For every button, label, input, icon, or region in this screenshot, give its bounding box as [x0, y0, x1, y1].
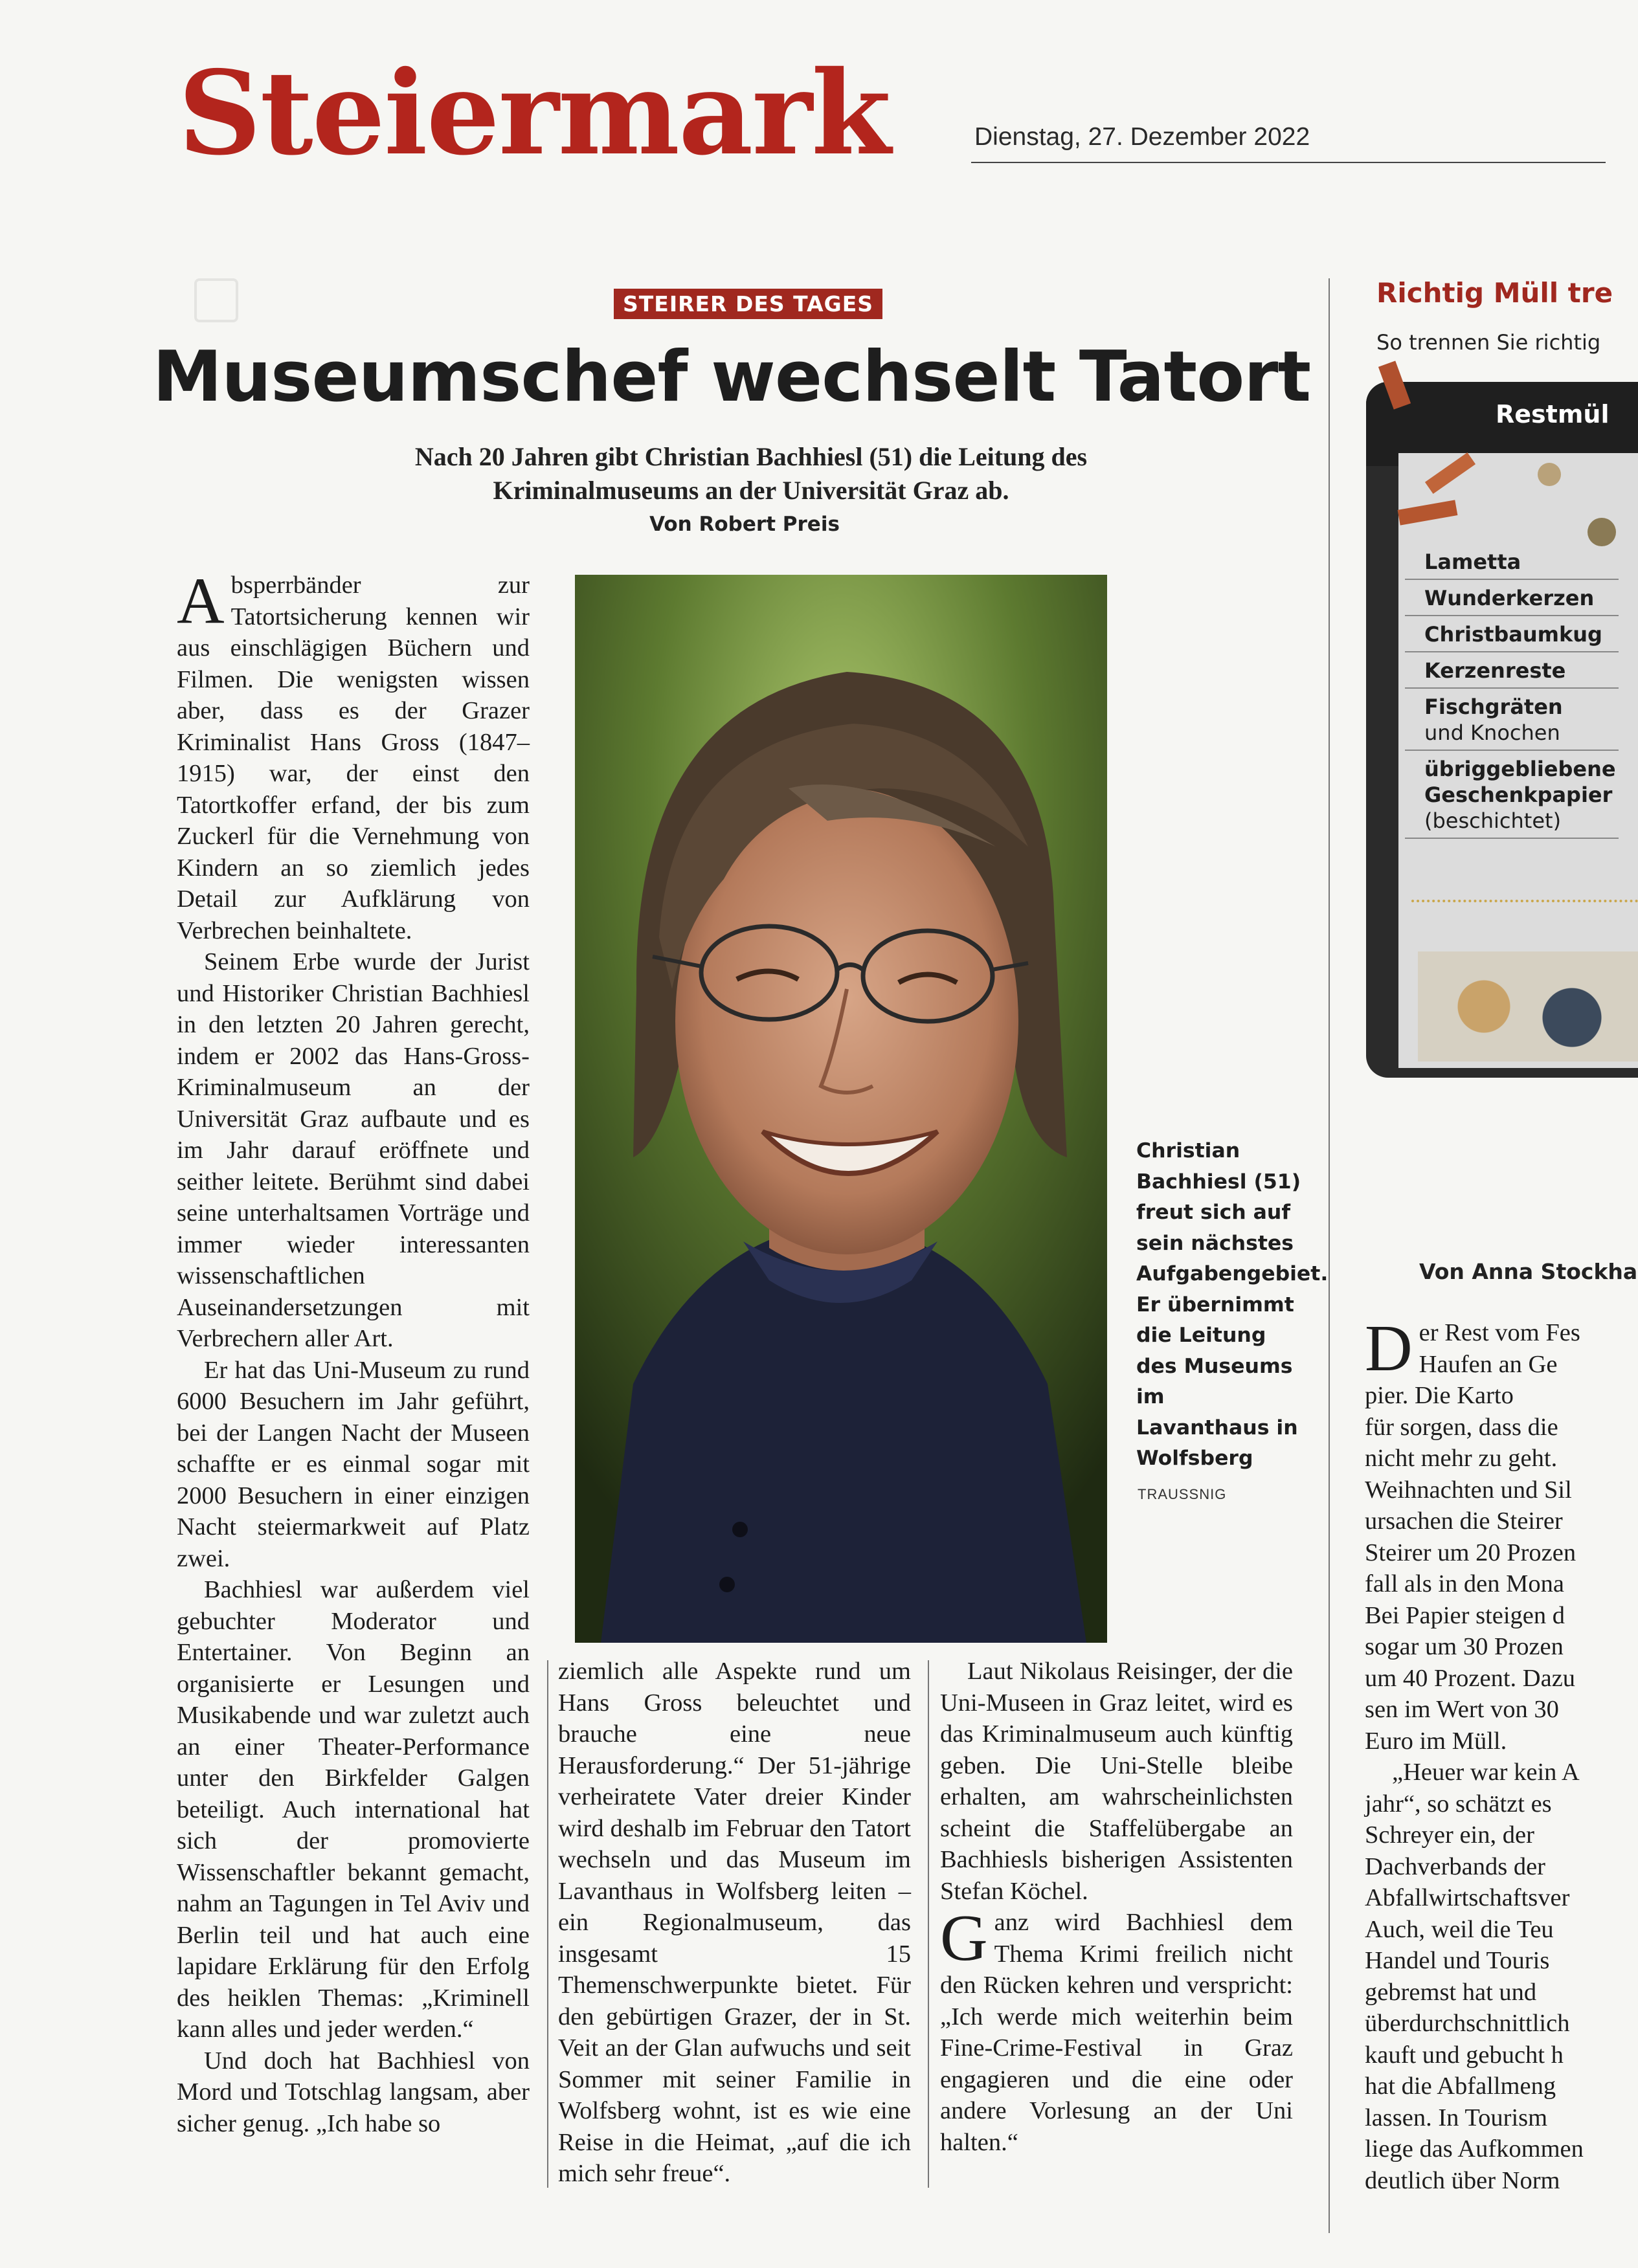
paragraph: Laut Nikolaus Reisinger, der die Uni-Museen in Graz leitet, wird es das Kriminalmuseum auch künftig geben. Die Uni-Stelle bleibe erhalten, am wahrscheinlichsten scheint die Staffelübergabe an Bachhiesls bisherigen Assistenten Stefan Köchel. — [940, 1658, 1293, 1905]
portrait-photo — [575, 575, 1107, 1643]
article-byline: Von Robert Preis — [649, 513, 840, 536]
column-divider — [928, 1660, 929, 2188]
waste-bin-label: Restmül — [1496, 400, 1610, 428]
paragraph-line: Dachverbands der — [1365, 1852, 1545, 1880]
drop-cap: A — [177, 564, 225, 638]
article-column-1 — [177, 564, 530, 2139]
paragraph-line: liege das Aufkommen — [1365, 2135, 1584, 2162]
paragraph: Und doch hat Bachhiesl von Mord und Totschlag langsam, aber sicher genug. „Ich habe so — [177, 2047, 530, 2137]
paragraph-line: kauft und gebucht h — [1365, 2041, 1564, 2069]
paragraph-line: Auch, weil die Teu — [1365, 1915, 1554, 1943]
paragraph-line: überdurchschnittlich — [1365, 2010, 1570, 2037]
paragraph-line: um 40 Prozent. Dazu — [1365, 1664, 1576, 1692]
paragraph-line: Der Rest vom Fes — [1365, 1312, 1580, 1385]
paragraph-line: Abfallwirtschaftsver — [1365, 1884, 1570, 1911]
standfirst-line: Nach 20 Jahren gibt Christian Bachhiesl (51) die Leitung des — [414, 442, 1088, 471]
issue-date: Dienstag, 27. Dezember 2022 — [974, 123, 1310, 151]
paragraph-line: für sorgen, dass die — [1365, 1413, 1558, 1441]
paragraph-line: Bei Papier steigen d — [1365, 1601, 1565, 1629]
waste-item: Wunderkerzen — [1405, 580, 1619, 616]
paragraph-line: Euro im Müll. — [1365, 1727, 1507, 1755]
waste-item: Christbaumkug — [1405, 616, 1619, 652]
paragraph-line: gebremst hat und — [1365, 1978, 1537, 2006]
paragraph-line: fall als in den Mona — [1365, 1570, 1564, 1597]
photo-caption: Christian Bachhiesl (51) freut sich auf sein nächstes Aufgabengebiet. Er übernimmt die Leitung des Museums im Lavanthaus in Wolfsberg — [1136, 1139, 1329, 1470]
paragraph-line: hat die Abfallmeng — [1365, 2073, 1556, 2100]
paragraph-line: lassen. In Tourism — [1365, 2104, 1548, 2131]
kicker-label: STEIRER DES TAGES — [614, 289, 882, 319]
paragraph: Seinem Erbe wurde der Jurist und Historiker Christian Bachhiesl in den letzten 20 Jahren gerecht, indem er 2002 das Hans-Gross-Kriminalmuseum an der Universität Graz aufbaute und es im Jahr darauf eröffnete und seither leitete. Berühmt sind dabei seine unterhaltsamen Vorträge und immer wieder interessanten wissenschaftlichen Auseinandersetzungen mit Verbrechern aller Art. — [177, 948, 530, 1352]
sidebar-article-column — [1365, 1312, 1611, 2196]
article-column-3 — [940, 1656, 1293, 2158]
column-divider — [547, 1660, 548, 2188]
photo-credit: TRAUSSNIG — [1138, 1486, 1227, 1502]
ornament-icon — [1538, 463, 1561, 486]
sidebar-headline: Richtig Müll tre — [1376, 277, 1613, 309]
sidebar-byline: Von Anna Stockha — [1419, 1259, 1638, 1284]
drop-cap: D — [1365, 1312, 1413, 1385]
section-masthead: Steiermark — [178, 45, 890, 181]
paragraph-line: sogar um 30 Prozen — [1365, 1633, 1564, 1660]
waste-item-list — [1405, 544, 1619, 839]
paragraph-line: nicht mehr zu geht. — [1365, 1445, 1558, 1472]
ornament-icon — [1588, 518, 1616, 546]
paragraph: Absperrbänder zur Tatortsicherung kennen wir aus einschlägigen Büchern und Filmen. Die wenigsten wissen aber, dass es der Grazer Kriminalist Hans Gross (1847–1915) war, der einst den Tatortkoffer erfand, der bis zum Zuckerl für die Vernehmung von Kindern an so ziemlich jedes Detail zur Aufklärung von Verbrechen beinhaltete. — [177, 564, 530, 944]
paragraph-line: „Heuer war kein A — [1392, 1759, 1580, 1786]
bleed-through-decoration — [194, 278, 238, 322]
waste-item: übriggebliebene Geschenkpapier (beschichtet) — [1405, 751, 1619, 839]
article-headline: Museumschef wechselt Tatort — [152, 337, 1311, 417]
paragraph-line: Haufen an Ge — [1419, 1350, 1558, 1378]
paragraph: Er hat das Uni-Museum zu rund 6000 Besuchern im Jahr geführt, bei der Langen Nacht der Museen schaffte er es einmal sogar mit 2000 Besuchern in einer einzigen Nacht steiermarkweit auf Platz zwei. — [177, 1356, 530, 1572]
paragraph-line: Schreyer ein, der — [1365, 1821, 1534, 1849]
paragraph: Ganz wird Bachhiesl dem Thema Krimi freilich nicht den Rücken kehren und verspricht: „Ich werde mich weiterhin beim Fine-Crime-Festival in Graz engagieren und die eine oder andere Vorlesung an der Uni halten.“ — [940, 1902, 1293, 2156]
paragraph: ziemlich alle Aspekte rund um Hans Gross beleuchtet und brauche eine neue Herausforderung.“ Der 51-jährige verheiratete Vater dreier Kinder wird deshalb im Februar den Tatort wechseln und das Museum im Lavanthaus in Wolfsberg leiten – ein Regionalmuseum, das insgesamt 15 Themenschwerpunkte bietet. Für den gebürtigen Grazer, der in St. Veit an der Glan aufwuchs und seit Sommer mit seiner Familie in Wolfsberg wohnt, ist es wie eine Reise in die Heimat, „auf die ich mich sehr freue“. — [558, 1658, 911, 2187]
paragraph-line: deutlich über Norm — [1365, 2166, 1560, 2194]
paragraph-line: pier. Die Karto — [1365, 1382, 1514, 1409]
waste-item: Kerzenreste — [1405, 652, 1619, 689]
garland-decoration — [1411, 900, 1638, 905]
sidebar-subtitle: So trennen Sie richtig — [1376, 330, 1601, 355]
article-standfirst — [252, 440, 1250, 507]
ornament-pile-decoration — [1418, 951, 1638, 1062]
paragraph-line: Steirer um 20 Prozen — [1365, 1539, 1576, 1566]
paragraph-line: Weihnachten und Sil — [1365, 1476, 1572, 1504]
header-rule — [971, 162, 1606, 163]
article-column-2 — [558, 1656, 911, 2190]
waste-item: Fischgräten und Knochen — [1405, 689, 1619, 751]
waste-item: Lametta — [1405, 544, 1619, 580]
paragraph-line: ursachen die Steirer — [1365, 1507, 1563, 1535]
paragraph-line: Handel und Touris — [1365, 1947, 1550, 1974]
paragraph-line: sen im Wert von 30 — [1365, 1696, 1559, 1723]
paragraph: Bachhiesl war außerdem viel gebuchter Moderator und Entertainer. Von Beginn an organisierte er Lesungen und Musikabende und war zuletzt auch an einer Theater-Performance unter den Birkfelder Galgen beteiligt. Auch international hat sich der promovierte Wissenschaftler bekannt gemacht, nahm an Tagungen in Tel Aviv und Berlin teil und hat auch eine lapidare Erklärung für den Erfolg des heiklen Themas: „Kriminell kann alles und jeder werden.“ — [177, 1576, 530, 2043]
paragraph-line: jahr“, so schätzt es — [1365, 1790, 1552, 1818]
portrait-illustration — [575, 575, 1107, 1643]
column-divider — [1329, 278, 1330, 2233]
standfirst-line: Kriminalmuseums an der Universität Graz ab. — [493, 476, 1009, 505]
drop-cap: G — [940, 1902, 988, 1975]
